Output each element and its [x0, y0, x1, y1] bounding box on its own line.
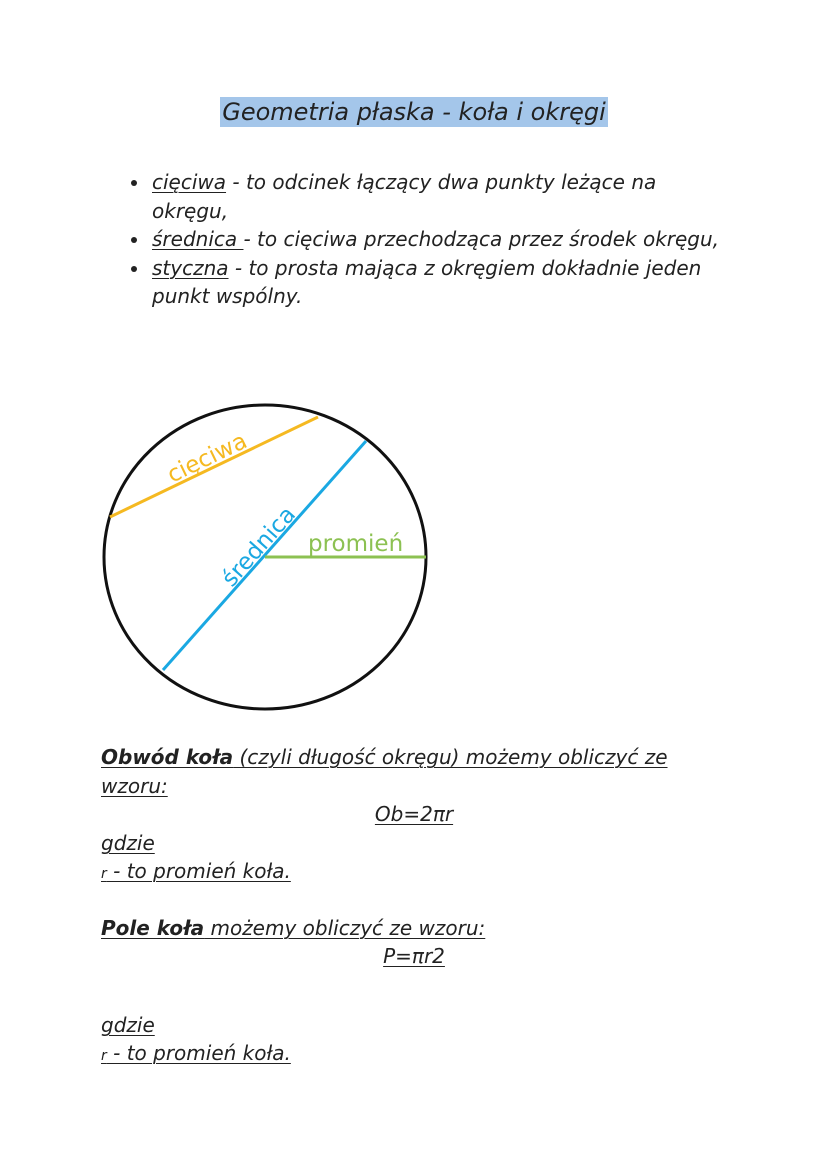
term-chord: cięciwa	[152, 170, 227, 194]
where-label: gdzie	[101, 831, 155, 855]
list-item: • cięciwa - to odcinek łączący dwa punkty leżące na okręgu,	[150, 168, 730, 225]
area-intro: Pole koła możemy obliczyć ze wzoru:	[101, 916, 486, 940]
term-diameter: średnica	[152, 227, 244, 251]
circumference-formula: Ob=2πr	[374, 802, 454, 826]
term-tangent: styczna	[152, 255, 229, 280]
circumference-intro-cont: wzoru:	[101, 774, 168, 798]
radius-explanation: r - to promień koła.	[101, 859, 291, 883]
list-item: • styczna - to prosta mająca z okręgiem dokładnie jeden punkt wspólny.	[150, 254, 730, 311]
diameter-label: średnica	[217, 501, 302, 592]
radius-explanation: r - to promień koła.	[101, 1041, 291, 1065]
where-label: gdzie	[101, 1013, 155, 1037]
list-item: • średnica - to cięciwa przechodząca przez środek okręgu,	[150, 225, 730, 254]
area-formula: P=πr2	[383, 944, 445, 968]
circumference-intro: Obwód koła (czyli długość okręgu) możemy obliczyć ze	[101, 745, 668, 769]
page-title: Geometria płaska - koła i okręgi	[222, 98, 606, 126]
radius-label: promień	[308, 531, 404, 557]
chord-label: cięciwa	[163, 428, 252, 489]
